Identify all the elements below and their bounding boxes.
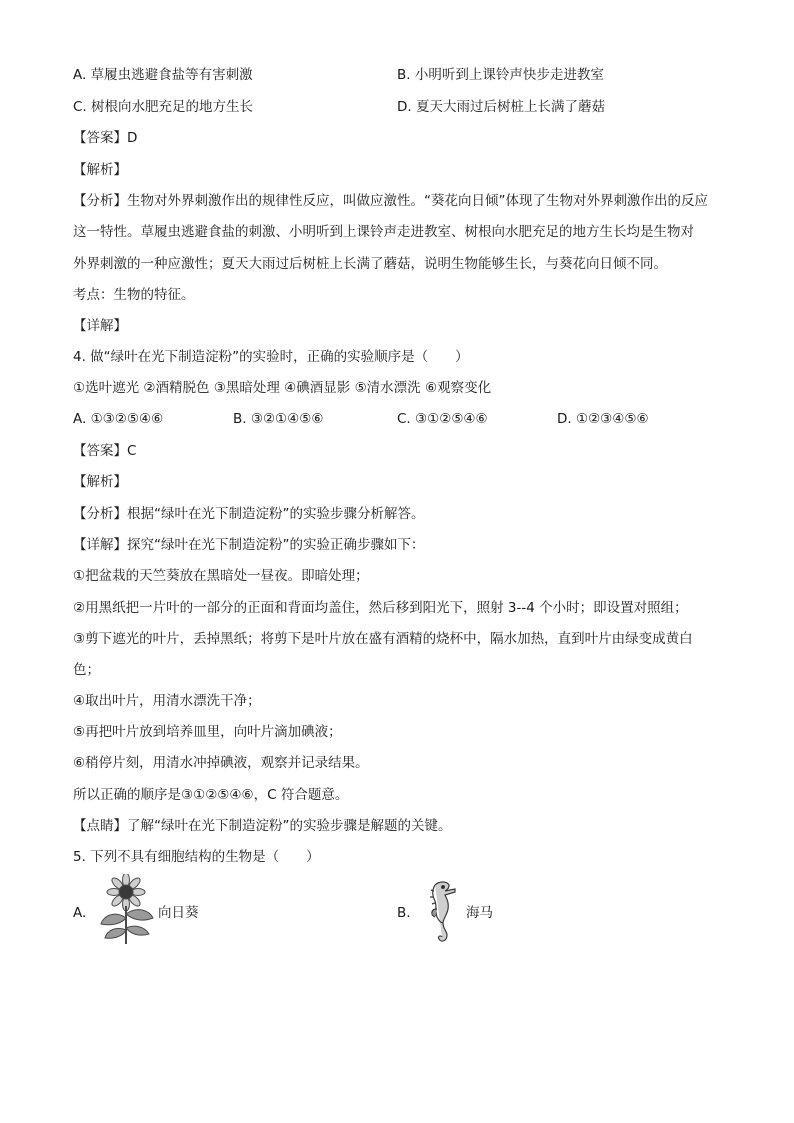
q4-option-c: C. ③①②⑤④⑥ bbox=[397, 411, 488, 427]
q3-analysis-line: 外界刺激的一种应激性；夏天大雨过后树桩上长满了蘑菇，说明生物能够生长，与葵花向日倾不同。 bbox=[73, 256, 667, 272]
q4-option-b: B. ③②①④⑤⑥ bbox=[233, 411, 324, 427]
q4-detail-line: ⑤再把叶片放到培养皿里，向叶片滴加碘液； bbox=[73, 724, 342, 740]
q4-steps: ①选叶遮光 ②酒精脱色 ③黑暗处理 ④碘酒显影 ⑤清水漂洗 ⑥观察变化 bbox=[73, 380, 492, 396]
q5-option-b-letter: B. bbox=[397, 905, 411, 921]
q3-analysis-line: 【分析】生物对外界刺激作出的规律性反应，叫做应激性。“葵花向日倾”体现了生物对外界刺激作出的反应 bbox=[73, 193, 708, 209]
q3-option-a: A. 草履虫逃避食盐等有害刺激 bbox=[73, 67, 253, 83]
q4-detail-line: ③剪下遮光的叶片，丢掉黑纸；将剪下是叶片放在盛有酒精的烧杯中，隔水加热，直到叶片由绿变成黄白 bbox=[73, 631, 693, 647]
sunflower-image bbox=[95, 874, 157, 946]
q4-detail-line: 所以正确的顺序是③①②⑤④⑥，C 符合题意。 bbox=[73, 787, 349, 803]
q4-dianjing: 【点睛】了解“绿叶在光下制造淀粉”的实验步骤是解题的关键。 bbox=[73, 818, 452, 834]
q4-detail-line: ①把盆栽的天竺葵放在黑暗处一昼夜。即暗处理； bbox=[73, 568, 369, 584]
q4-answer: 【答案】C bbox=[73, 443, 137, 459]
q4-analysis: 【分析】根据“绿叶在光下制造淀粉”的实验步骤分析解答。 bbox=[73, 506, 425, 522]
q4-detail-line: ④取出叶片，用清水漂洗干净； bbox=[73, 693, 261, 709]
q3-option-b: B. 小明听到上课铃声快步走进教室 bbox=[397, 67, 604, 83]
q3-option-c: C. 树根向水肥充足的地方生长 bbox=[73, 99, 254, 115]
q3-jiexi-heading: 【解析】 bbox=[73, 162, 127, 178]
q3-answer: 【答案】D bbox=[73, 130, 138, 146]
q4-detail-line: 色； bbox=[73, 662, 100, 678]
q3-analysis-line: 这一特性。草履虫逃避食盐的刺激、小明听到上课铃声走进教室、树根向水肥充足的地方生长均是生物对 bbox=[73, 224, 694, 240]
q4-jiexi-heading: 【解析】 bbox=[73, 474, 127, 490]
q4-option-a: A. ①③②⑤④⑥ bbox=[73, 411, 164, 427]
q4-option-d: D. ①②③④⑤⑥ bbox=[557, 411, 649, 427]
q3-kaodian: 考点：生物的特征。 bbox=[73, 287, 195, 303]
q4-stem: 4. 做“绿叶在光下制造淀粉”的实验时，正确的实验顺序是（ ） bbox=[73, 349, 469, 365]
q3-detail-heading: 【详解】 bbox=[73, 318, 127, 334]
seahorse-image bbox=[425, 879, 463, 947]
q5-option-a-label: 向日葵 bbox=[158, 905, 199, 921]
q4-detail-line: ⑥稍停片刻，用清水冲掉碘液，观察并记录结果。 bbox=[73, 755, 369, 771]
q4-detail-title: 【详解】探究“绿叶在光下制造淀粉”的实验正确步骤如下： bbox=[73, 537, 425, 553]
q3-option-d: D. 夏天大雨过后树桩上长满了蘑菇 bbox=[397, 99, 605, 115]
q5-option-b-label: 海马 bbox=[466, 905, 493, 921]
q5-option-a-letter: A. bbox=[73, 905, 87, 921]
q5-stem: 5. 下列不具有细胞结构的生物是（ ） bbox=[73, 849, 320, 865]
q4-detail-line: ②用黑纸把一片叶的一部分的正面和背面均盖住，然后移到阳光下，照射 3--4 个小时；即设置对照组； bbox=[73, 600, 688, 616]
